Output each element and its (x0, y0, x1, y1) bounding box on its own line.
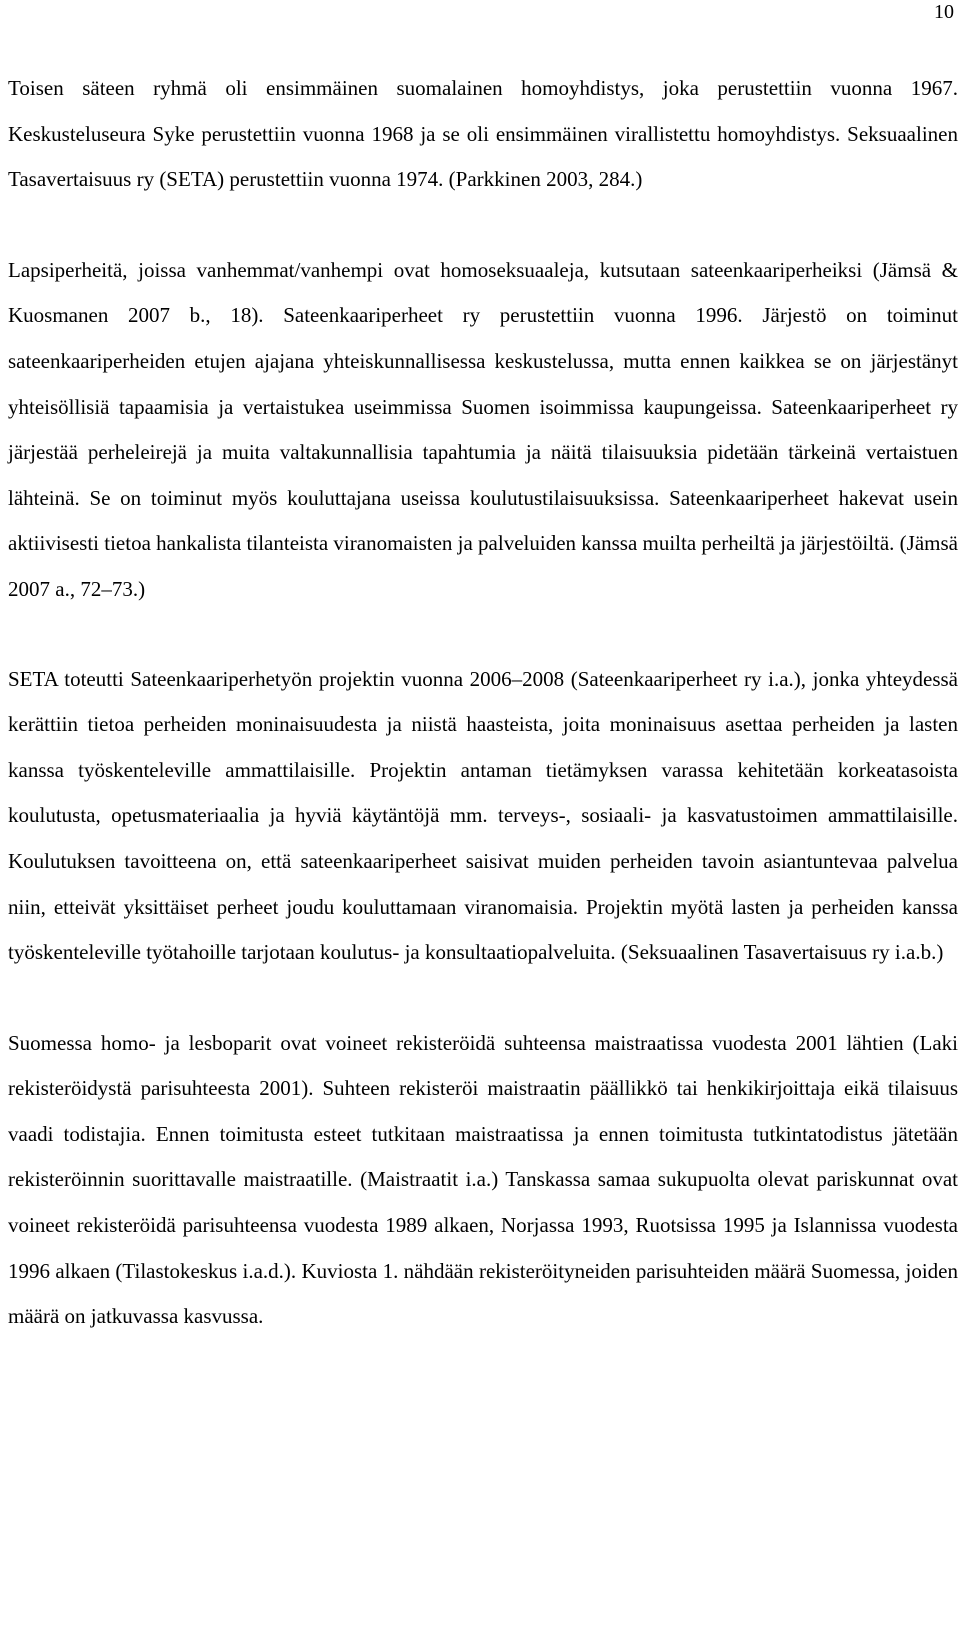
paragraph-rainbow-families: Lapsiperheitä, joissa vanhemmat/vanhempi ovat homoseksuaaleja, kutsutaan sateenkaariperheiksi (Jämsä & Kuosmanen 2007 b., 18). Sateenkaariperheet ry perustettiin vuonna 1996. Järjestö on toiminut sateenkaariperheiden etujen ajajana yhteiskunnallisessa keskustelussa, mutta ennen kaikkea se on järjestänyt yhteisöllisiä tapaamisia ja vertaistukea useimmissa Suomen isoimmissa kaupungeissa. Sateenkaariperheet ry järjestää perheleirejä ja muita valtakunnallisia tapahtumia ja näitä tilaisuuksia pidetään tärkeinä vertaistuen lähteinä. Se on toiminut myös kouluttajana useissa koulutustilaisuuksissa. Sateenkaariperheet hakevat usein aktiivisesti tietoa hankalista tilanteista viranomaisten ja palveluiden kanssa muilta perheiltä ja järjestöiltä. (Jämsä 2007 a., 72–73.) (8, 257, 958, 601)
paragraph-seta-project: SETA toteutti Sateenkaariperhetyön projektin vuonna 2006–2008 (Sateenkaariperheet ry i.a.), jonka yhteydessä kerättiin tietoa perheiden moninaisuudesta ja niistä haasteista, joita moninaisuus asettaa perheiden ja lasten kanssa työskenteleville ammattilaisille. Projektin antaman tietämyksen varassa kehitetään korkeatasoista koulutusta, opetusmateriaalia ja hyviä käytäntöjä mm. terveys-, sosiaali- ja kasvatustoimen ammattilaisille. Koulutuksen tavoitteena on, että sateenkaariperheet saisivat muiden perheiden tavoin asiantuntevaa palvelua niin, etteivät yksittäiset perheet joudu kouluttamaan viranomaisia. Projektin myötä lasten ja perheiden kanssa työskenteleville työtahoille tarjotaan koulutus- ja konsultaatiopalveluita. (Seksuaalinen Tasavertaisuus ry i.a.b.) (8, 666, 958, 965)
paragraph-registered-partnership: Suomessa homo- ja lesboparit ovat voineet rekisteröidä suhteensa maistraatissa vuodesta 2001 lähtien (Laki rekisteröidystä parisuhteesta 2001). Suhteen rekisteröi maistraatin päällikkö tai henkikirjoittaja eikä tilaisuus vaadi todistajia. Ennen toimitusta esteet tutkitaan maistraatissa ja ennen toimitusta tutkintatodistus jätetään rekisteröinnin suorittavalle maistraatille. (Maistraatit i.a.) Tanskassa samaa sukupuolta olevat pariskunnat ovat voineet rekisteröidä parisuhteensa vuodesta 1989 alkaen, Norjassa 1993, Ruotsissa 1995 ja Islannissa vuodesta 1996 alkaen (Tilastokeskus i.a.d.). Kuviosta 1. nähdään rekisteröityneiden parisuhteiden määrä Suomessa, joiden määrä on jatkuvassa kasvussa. (8, 1030, 958, 1329)
page-number: 10 (934, 1, 954, 23)
document-body (8, 66, 958, 1340)
paragraph-finnish-gay-organizations: Toisen säteen ryhmä oli ensimmäinen suomalainen homoyhdistys, joka perustettiin vuonna 1967. Keskusteluseura Syke perustettiin vuonna 1968 ja se oli ensimmäinen virallistettu homoyhdistys. Seksuaalinen Tasavertaisuus ry (SETA) perustettiin vuonna 1974. (Parkkinen 2003, 284.) (8, 76, 958, 192)
